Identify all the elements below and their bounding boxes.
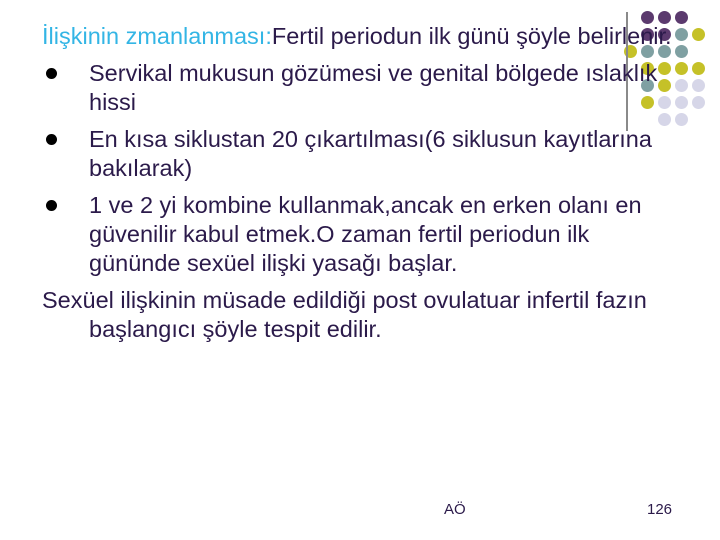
bullet-text: En kısa siklustan 20 çıkartılması(6 siklusun kayıtlarına bakılarak)	[89, 126, 652, 181]
intro-text: Fertil periodun ilk günü şöyle belirlenir.	[271, 23, 672, 49]
intro-paragraph	[42, 22, 682, 51]
bullet-icon	[46, 134, 57, 145]
footer-label: AÖ	[444, 501, 466, 518]
bullet-item	[42, 191, 682, 278]
closing-paragraph: Sexüel ilişkinin müsade edildiği post ovulatuar infertil fazın başlangıcı şöyle tespit edilir.	[42, 287, 647, 342]
page-number: 126	[647, 501, 673, 518]
dot-olive	[692, 62, 705, 75]
bullet-item	[42, 125, 682, 183]
slide-body	[42, 22, 682, 352]
bullet-icon	[46, 200, 57, 211]
dot-olive	[692, 28, 705, 41]
bullet-item	[42, 59, 682, 117]
intro-accent-text: İlişkinin zmanlanması:	[42, 23, 272, 49]
bullet-icon	[46, 68, 57, 79]
dot-lavender	[692, 79, 705, 92]
bullet-text: Servikal mukusun gözümesi ve genital bölgede ıslaklık hissi	[89, 60, 658, 115]
dot-lavender	[692, 96, 705, 109]
bullet-text: 1 ve 2 yi kombine kullanmak,ancak en erken olanı en güvenilir kabul etmek.O zaman fertil periodun ilk gününde sexüel ilişki yasağı başlar.	[89, 192, 642, 276]
